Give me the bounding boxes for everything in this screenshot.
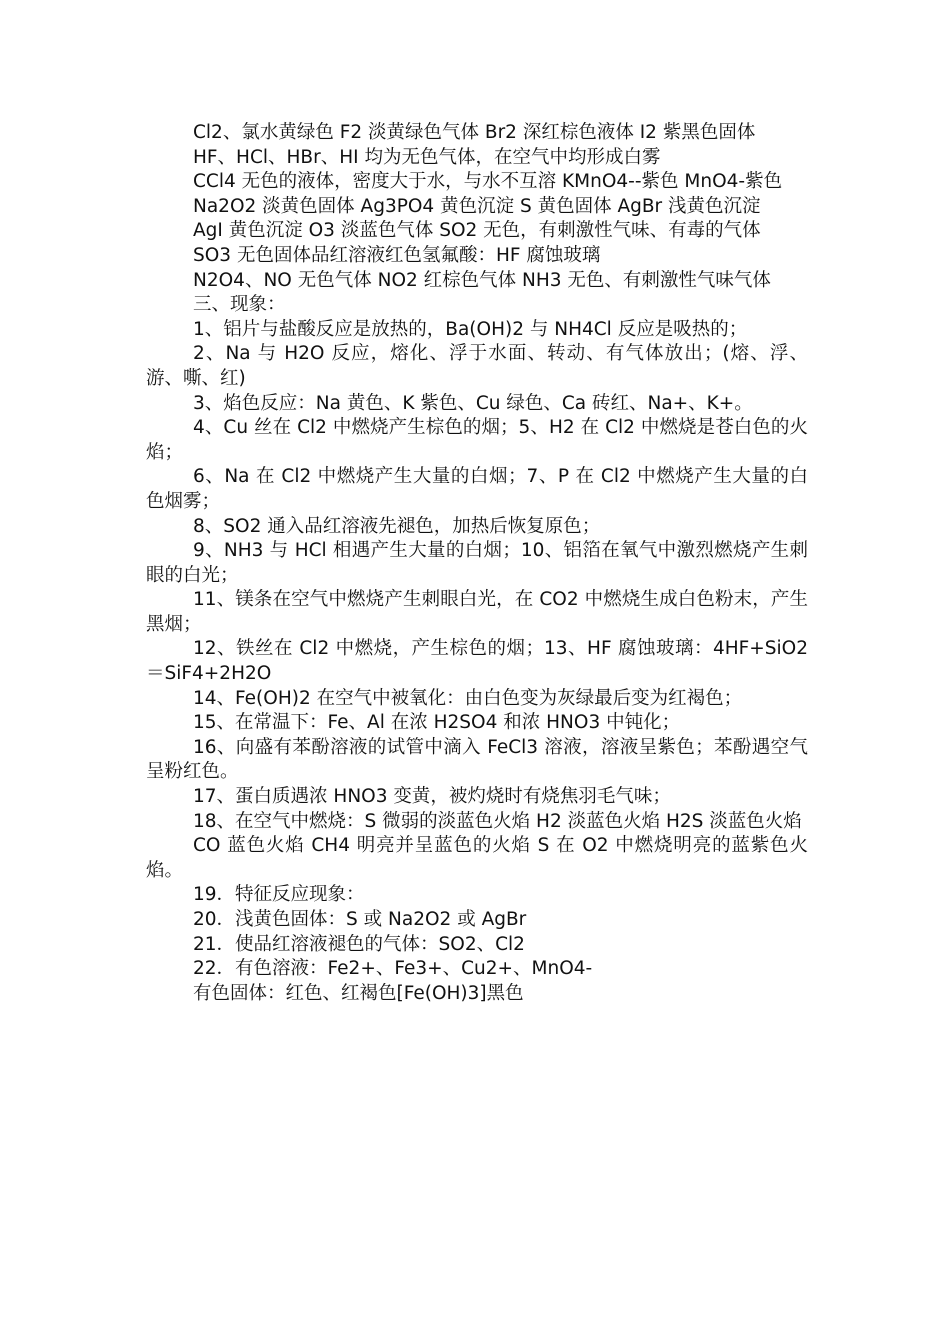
list-item-22: 22．有色溶液：Fe2+、Fe3+、Cu2+、MnO4-	[193, 958, 593, 980]
list-item-15: 15、在常温下：Fe、Al 在浓 H2SO4 和浓 HNO3 中钝化；	[193, 712, 681, 734]
paragraph-nitrogen-gases: N2O4、NO 无色气体 NO2 红棕色气体 NH3 无色、有刺激性气味气体	[193, 269, 771, 291]
list-item-8: 8、SO2 通入品红溶液先褪色，加热后恢复原色；	[193, 515, 601, 537]
paragraph-hydrogen-halides: HF、HCl、HBr、HI 均为无色气体，在空气中均形成白雾	[193, 146, 661, 168]
list-item-21: 21．使品红溶液褪色的气体：SO2、Cl2	[193, 933, 525, 955]
document-body	[146, 121, 808, 1006]
list-item-14: 14、Fe(OH)2 在空气中被氧化：由白色变为灰绿最后变为红褐色；	[193, 687, 743, 709]
list-item-1: 1、铝片与盐酸反应是放热的，Ba(OH)2 与 NH4Cl 反应是吸热的；	[193, 318, 748, 340]
list-item-2: 2、Na 与 H2O 反应，熔化、浮于水面、转动、有气体放出；(熔、浮、游、嘶、红)	[146, 343, 808, 389]
list-item-11: 11、镁条在空气中燃烧产生刺眼白光，在 CO2 中燃烧生成白色粉末，产生黑烟；	[146, 589, 808, 635]
paragraph-ccl4-kmno4: CCl4 无色的液体，密度大于水，与水不互溶 KMnO4--紫色 MnO4-紫色	[193, 171, 783, 193]
paragraph-yellow-solids: Na2O2 淡黄色固体 Ag3PO4 黄色沉淀 S 黄色固体 AgBr 浅黄色沉淀	[193, 195, 761, 217]
list-item-4-5: 4、Cu 丝在 Cl2 中燃烧产生棕色的烟；5、H2 在 Cl2 中燃烧是苍白色的火焰；	[146, 417, 808, 463]
list-item-9-10: 9、NH3 与 HCl 相遇产生大量的白烟；10、铝箔在氧气中激烈燃烧产生刺眼的白光；	[146, 540, 808, 586]
list-item-6-7: 6、Na 在 Cl2 中燃烧产生大量的白烟；7、P 在 Cl2 中燃烧产生大量的白色烟雾；	[146, 466, 808, 512]
list-item-16: 16、向盛有苯酚溶液的试管中滴入 FeCl3 溶液，溶液呈紫色；苯酚遇空气呈粉红色。	[146, 736, 808, 783]
list-item-18-continued: CO 蓝色火焰 CH4 明亮并呈蓝色的火焰 S 在 O2 中燃烧明亮的蓝紫色火焰。	[146, 835, 808, 881]
list-item-17: 17、蛋白质遇浓 HNO3 变黄，被灼烧时有烧焦羽毛气味；	[193, 786, 671, 808]
list-item-3: 3、焰色反应：Na 黄色、K 紫色、Cu 绿色、Ca 砖红、Na+、K+。	[193, 392, 753, 414]
list-item-18: 18、在空气中燃烧：S 微弱的淡蓝色火焰 H2 淡蓝色火焰 H2S 淡蓝色火焰	[193, 810, 802, 832]
paragraph-halogen-colors: Cl2、氯水黄绿色 F2 淡黄绿色气体 Br2 深红棕色液体 I2 紫黑色固体	[193, 122, 756, 143]
paragraph-so3-hf: SO3 无色固体品红溶液红色氢氟酸：HF 腐蚀玻璃	[193, 244, 601, 266]
section-heading-phenomena: 三、现象：	[193, 294, 286, 316]
list-item-22-continued: 有色固体：红色、红褐色[Fe(OH)3]黑色	[193, 982, 524, 1004]
list-item-20: 20．浅黄色固体：S 或 Na2O2 或 AgBr	[193, 909, 527, 930]
list-item-12-13: 12、铁丝在 Cl2 中燃烧，产生棕色的烟；13、HF 腐蚀玻璃：4HF+SiO2＝SiF4+2H2O	[146, 638, 808, 685]
paragraph-agi-o3-so2: AgI 黄色沉淀 O3 淡蓝色气体 SO2 无色，有刺激性气味、有毒的气体	[193, 220, 761, 242]
list-item-19: 19．特征反应现象：	[193, 884, 365, 906]
